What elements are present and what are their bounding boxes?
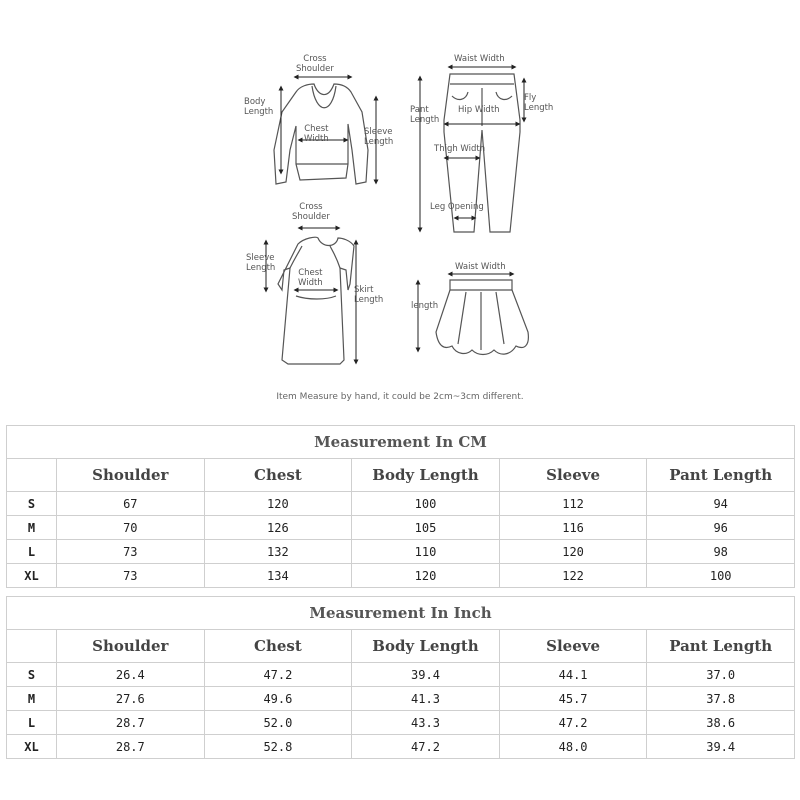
value-cell: 96 — [647, 516, 795, 540]
value-cell: 98 — [647, 540, 795, 564]
table-row — [7, 735, 795, 759]
value-cell: 94 — [647, 492, 795, 516]
size-cell: S — [7, 492, 57, 516]
label-dress-sleeve-length: Sleeve Length — [246, 253, 276, 273]
column-header: Pant Length — [647, 459, 795, 492]
value-cell: 110 — [352, 540, 500, 564]
label-cross-shoulder: Cross Shoulder — [296, 54, 334, 74]
label-dress-chest-width: Chest Width — [298, 268, 323, 288]
size-cell: S — [7, 663, 57, 687]
value-cell: 47.2 — [499, 711, 647, 735]
label-skirt-length-short: length — [411, 301, 439, 311]
label-dress-cross-shoulder: Cross Shoulder — [292, 202, 330, 222]
value-cell: 73 — [57, 540, 205, 564]
table-row — [7, 492, 795, 516]
value-cell: 100 — [647, 564, 795, 588]
value-cell: 52.8 — [204, 735, 352, 759]
value-cell: 28.7 — [57, 711, 205, 735]
size-cell: L — [7, 711, 57, 735]
value-cell: 39.4 — [352, 663, 500, 687]
label-skirt-length: Skirt Length — [354, 285, 384, 305]
value-cell: 70 — [57, 516, 205, 540]
label-chest-width: Chest Width — [304, 124, 329, 144]
value-cell: 49.6 — [204, 687, 352, 711]
table-row — [7, 540, 795, 564]
label-hip-width: Hip Width — [458, 105, 500, 115]
table-row — [7, 564, 795, 588]
column-header: Sleeve — [499, 459, 647, 492]
value-cell: 116 — [499, 516, 647, 540]
column-header: Pant Length — [647, 630, 795, 663]
value-cell: 37.0 — [647, 663, 795, 687]
label-sleeve-length: Sleeve Length — [364, 127, 394, 147]
table-row — [7, 687, 795, 711]
value-cell: 105 — [352, 516, 500, 540]
value-cell: 120 — [352, 564, 500, 588]
table-row — [7, 711, 795, 735]
value-cell: 126 — [204, 516, 352, 540]
table-title: Measurement In Inch — [7, 597, 795, 630]
size-table-cm — [6, 425, 795, 588]
column-header: Chest — [204, 459, 352, 492]
size-table-inch — [6, 596, 795, 759]
value-cell: 47.2 — [204, 663, 352, 687]
label-body-length: Body Length — [244, 97, 274, 117]
label-pant-length: Pant Length — [410, 105, 440, 125]
corner-cell — [7, 459, 57, 492]
value-cell: 134 — [204, 564, 352, 588]
value-cell: 132 — [204, 540, 352, 564]
measurement-note: Item Measure by hand, it could be 2cm~3cm different. — [276, 392, 524, 402]
label-thigh-width: Thigh Width — [434, 144, 486, 154]
value-cell: 112 — [499, 492, 647, 516]
value-cell: 122 — [499, 564, 647, 588]
label-skirt-waist-width: Waist Width — [455, 262, 506, 272]
label-leg-opening: Leg Opening — [430, 202, 484, 212]
table-row — [7, 516, 795, 540]
value-cell: 52.0 — [204, 711, 352, 735]
value-cell: 28.7 — [57, 735, 205, 759]
label-fly-length: Fly Length — [524, 93, 554, 113]
value-cell: 120 — [499, 540, 647, 564]
value-cell: 45.7 — [499, 687, 647, 711]
table-title: Measurement In CM — [7, 426, 795, 459]
value-cell: 100 — [352, 492, 500, 516]
value-cell: 39.4 — [647, 735, 795, 759]
size-cell: XL — [7, 564, 57, 588]
value-cell: 48.0 — [499, 735, 647, 759]
dress-drawing — [278, 237, 354, 364]
value-cell: 41.3 — [352, 687, 500, 711]
value-cell: 120 — [204, 492, 352, 516]
column-header: Shoulder — [57, 459, 205, 492]
value-cell: 47.2 — [352, 735, 500, 759]
value-cell: 27.6 — [57, 687, 205, 711]
value-cell: 43.3 — [352, 711, 500, 735]
corner-cell — [7, 630, 57, 663]
size-cell: XL — [7, 735, 57, 759]
size-cell: M — [7, 516, 57, 540]
size-cell: M — [7, 687, 57, 711]
label-waist-width: Waist Width — [454, 54, 505, 64]
column-header: Body Length — [352, 459, 500, 492]
skirt-drawing — [436, 280, 528, 355]
value-cell: 67 — [57, 492, 205, 516]
size-cell: L — [7, 540, 57, 564]
column-header: Sleeve — [499, 630, 647, 663]
value-cell: 38.6 — [647, 711, 795, 735]
value-cell: 73 — [57, 564, 205, 588]
column-header: Shoulder — [57, 630, 205, 663]
column-header: Chest — [204, 630, 352, 663]
table-row — [7, 663, 795, 687]
value-cell: 26.4 — [57, 663, 205, 687]
column-header: Body Length — [352, 630, 500, 663]
value-cell: 44.1 — [499, 663, 647, 687]
value-cell: 37.8 — [647, 687, 795, 711]
